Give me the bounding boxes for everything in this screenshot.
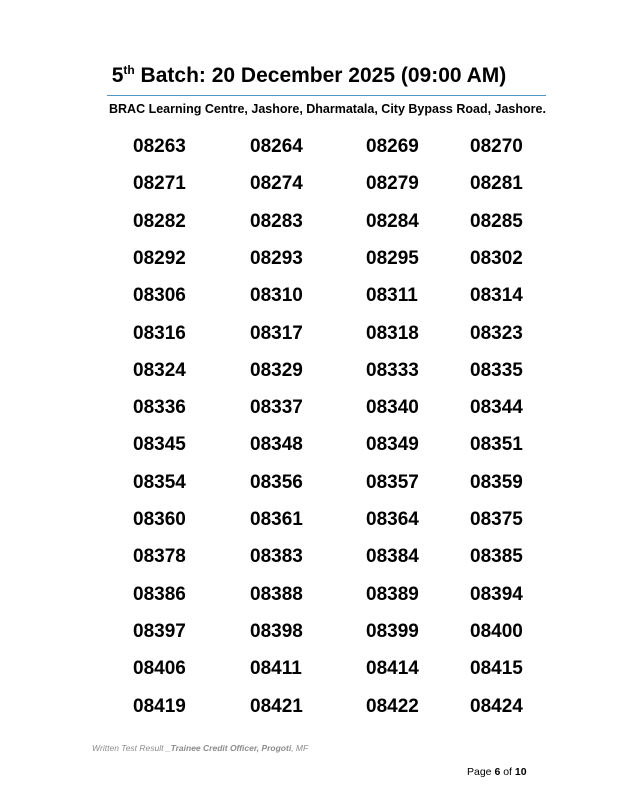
- roll-number: 08292: [133, 247, 186, 269]
- roll-number: 08333: [366, 359, 419, 381]
- roll-number: 08386: [133, 583, 186, 605]
- page-word: Page: [467, 766, 495, 778]
- roll-number: 08293: [250, 247, 303, 269]
- roll-number: 08389: [366, 583, 419, 605]
- roll-number: 08340: [366, 397, 419, 419]
- roll-number: 08364: [366, 509, 419, 530]
- roll-number: 08318: [366, 322, 419, 344]
- roll-number: 08310: [250, 285, 303, 307]
- roll-number: 08274: [250, 173, 303, 195]
- footer-position: Trainee Credit Officer, Progoti: [170, 743, 292, 753]
- roll-number: 08406: [133, 658, 186, 680]
- roll-number: 08424: [470, 695, 523, 717]
- roll-number: 08284: [366, 210, 419, 232]
- footer-suffix: , MF: [291, 743, 309, 753]
- roll-number: 08385: [470, 546, 523, 568]
- roll-number: 08335: [470, 359, 523, 381]
- page-total: 10: [514, 766, 527, 778]
- roll-number: 08317: [250, 322, 303, 344]
- venue-address: BRAC Learning Centre, Jashore, Dharmatala, City Bypass Road, Jashore.: [109, 102, 546, 116]
- roll-number: 08378: [133, 546, 186, 568]
- roll-number: 08269: [366, 136, 419, 157]
- roll-number: 08302: [470, 247, 523, 269]
- footer-document-label: [92, 743, 308, 753]
- roll-number: 08356: [250, 471, 303, 493]
- roll-number: 08345: [133, 434, 186, 456]
- roll-number: 08398: [250, 620, 303, 642]
- roll-number: 08361: [250, 509, 303, 530]
- roll-number: 08359: [470, 471, 523, 493]
- roll-number: 08421: [250, 695, 303, 717]
- roll-number: 08400: [470, 620, 523, 642]
- batch-ordinal-suffix: th: [123, 63, 135, 77]
- roll-number: 08411: [250, 658, 302, 680]
- roll-number: 08271: [133, 173, 186, 195]
- roll-number: 08329: [250, 359, 303, 381]
- roll-number: 08397: [133, 620, 186, 642]
- roll-number: 08399: [366, 620, 419, 642]
- roll-number: 08415: [470, 658, 523, 680]
- roll-number: 08360: [133, 509, 186, 530]
- batch-ordinal-number: 5: [111, 64, 124, 87]
- roll-number: 08414: [366, 658, 419, 680]
- roll-number: 08295: [366, 247, 419, 269]
- roll-number: 08351: [470, 434, 523, 456]
- roll-number: 08323: [470, 322, 523, 344]
- footer-prefix: Written Test Result _: [92, 743, 171, 753]
- roll-number: 08394: [470, 583, 523, 605]
- roll-number: 08348: [250, 434, 303, 456]
- roll-number: 08306: [133, 285, 186, 307]
- roll-number: 08279: [366, 173, 419, 195]
- roll-number: 08383: [250, 546, 303, 568]
- roll-number: 08336: [133, 397, 186, 419]
- page-current: 6: [494, 766, 501, 778]
- roll-number: 08337: [250, 397, 303, 419]
- roll-number: 08388: [250, 583, 303, 605]
- roll-number: 08316: [133, 322, 186, 344]
- roll-number: 08384: [366, 546, 419, 568]
- roll-number: 08419: [133, 695, 186, 717]
- batch-title-text: Batch: 20 December 2025 (09:00 AM): [134, 64, 507, 87]
- roll-number: 08324: [133, 359, 186, 381]
- roll-number: 08281: [470, 173, 523, 195]
- roll-number: 08354: [133, 471, 186, 493]
- roll-number: 08375: [470, 509, 523, 530]
- roll-number: 08344: [470, 397, 523, 419]
- roll-number: 08270: [470, 136, 523, 157]
- roll-number: 08311: [366, 285, 418, 307]
- roll-number: 08282: [133, 210, 186, 232]
- roll-number: 08357: [366, 471, 419, 493]
- roll-number: 08349: [366, 434, 419, 456]
- roll-number: 08264: [250, 136, 303, 157]
- roll-number: 08283: [250, 210, 303, 232]
- page-indicator: [467, 766, 527, 778]
- roll-number: 08285: [470, 210, 523, 232]
- roll-number: 08422: [366, 695, 419, 717]
- roll-number: 08314: [470, 285, 523, 307]
- page-of: of: [500, 766, 515, 778]
- roll-number: 08263: [133, 136, 186, 157]
